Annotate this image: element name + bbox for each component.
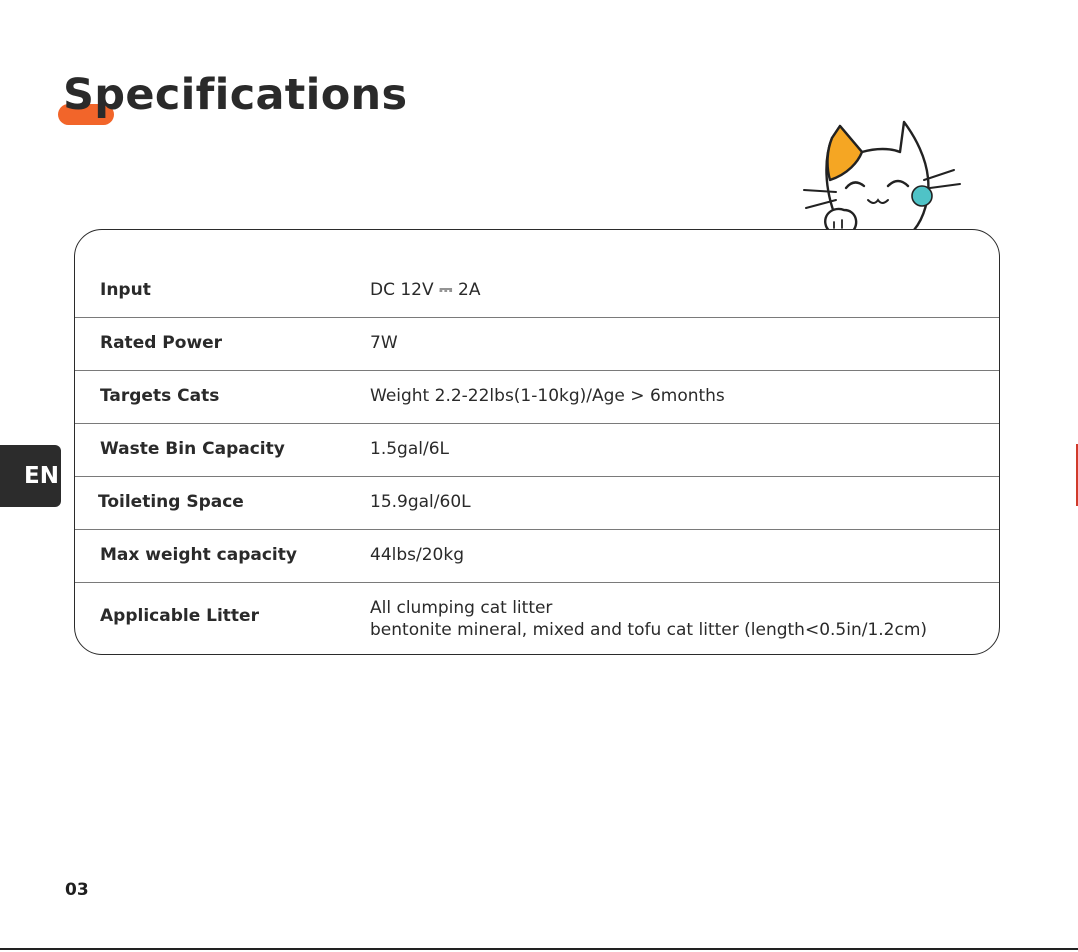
cat-mascot-icon [796,118,966,238]
spec-value: DC 12V ⎓ 2A [370,280,481,300]
spec-value: 15.9gal/60L [370,492,471,512]
spec-value: 44lbs/20kg [370,545,464,565]
spec-value-second-line: bentonite mineral, mixed and tofu cat litter (length<0.5in/1.2cm) [370,620,928,640]
spec-label: Input [100,280,151,300]
spec-value: Weight 2.2-22lbs(1-10kg)/Age > 6months [370,386,725,406]
spec-label: Rated Power [100,333,223,353]
spec-row-targets-cats [75,370,999,424]
spec-value: 7W [370,333,398,353]
spec-label: Waste Bin Capacity [100,439,285,459]
spec-label: Targets Cats [100,386,220,406]
spec-row-toileting-space [75,476,999,530]
spec-value: All clumping cat litter [370,598,553,618]
page-number: 03 [65,880,89,900]
spec-label: Max weight capacity [100,545,297,565]
page-title: Specifications [63,70,408,120]
spec-label: Toileting Space [98,492,244,512]
bottom-divider [0,948,1078,950]
spec-row-rated-power [75,317,999,371]
spec-row-input [75,230,999,318]
language-tab-label: EN [24,463,59,489]
spec-value: 1.5gal/6L [370,439,449,459]
spec-row-max-weight-capacity [75,529,999,583]
spec-row-applicable-litter [75,582,999,652]
title-block [58,68,407,122]
spec-row-waste-bin-capacity [75,423,999,477]
specifications-table [74,229,1000,655]
language-tab[interactable] [0,445,61,507]
spec-label: Applicable Litter [100,606,259,626]
